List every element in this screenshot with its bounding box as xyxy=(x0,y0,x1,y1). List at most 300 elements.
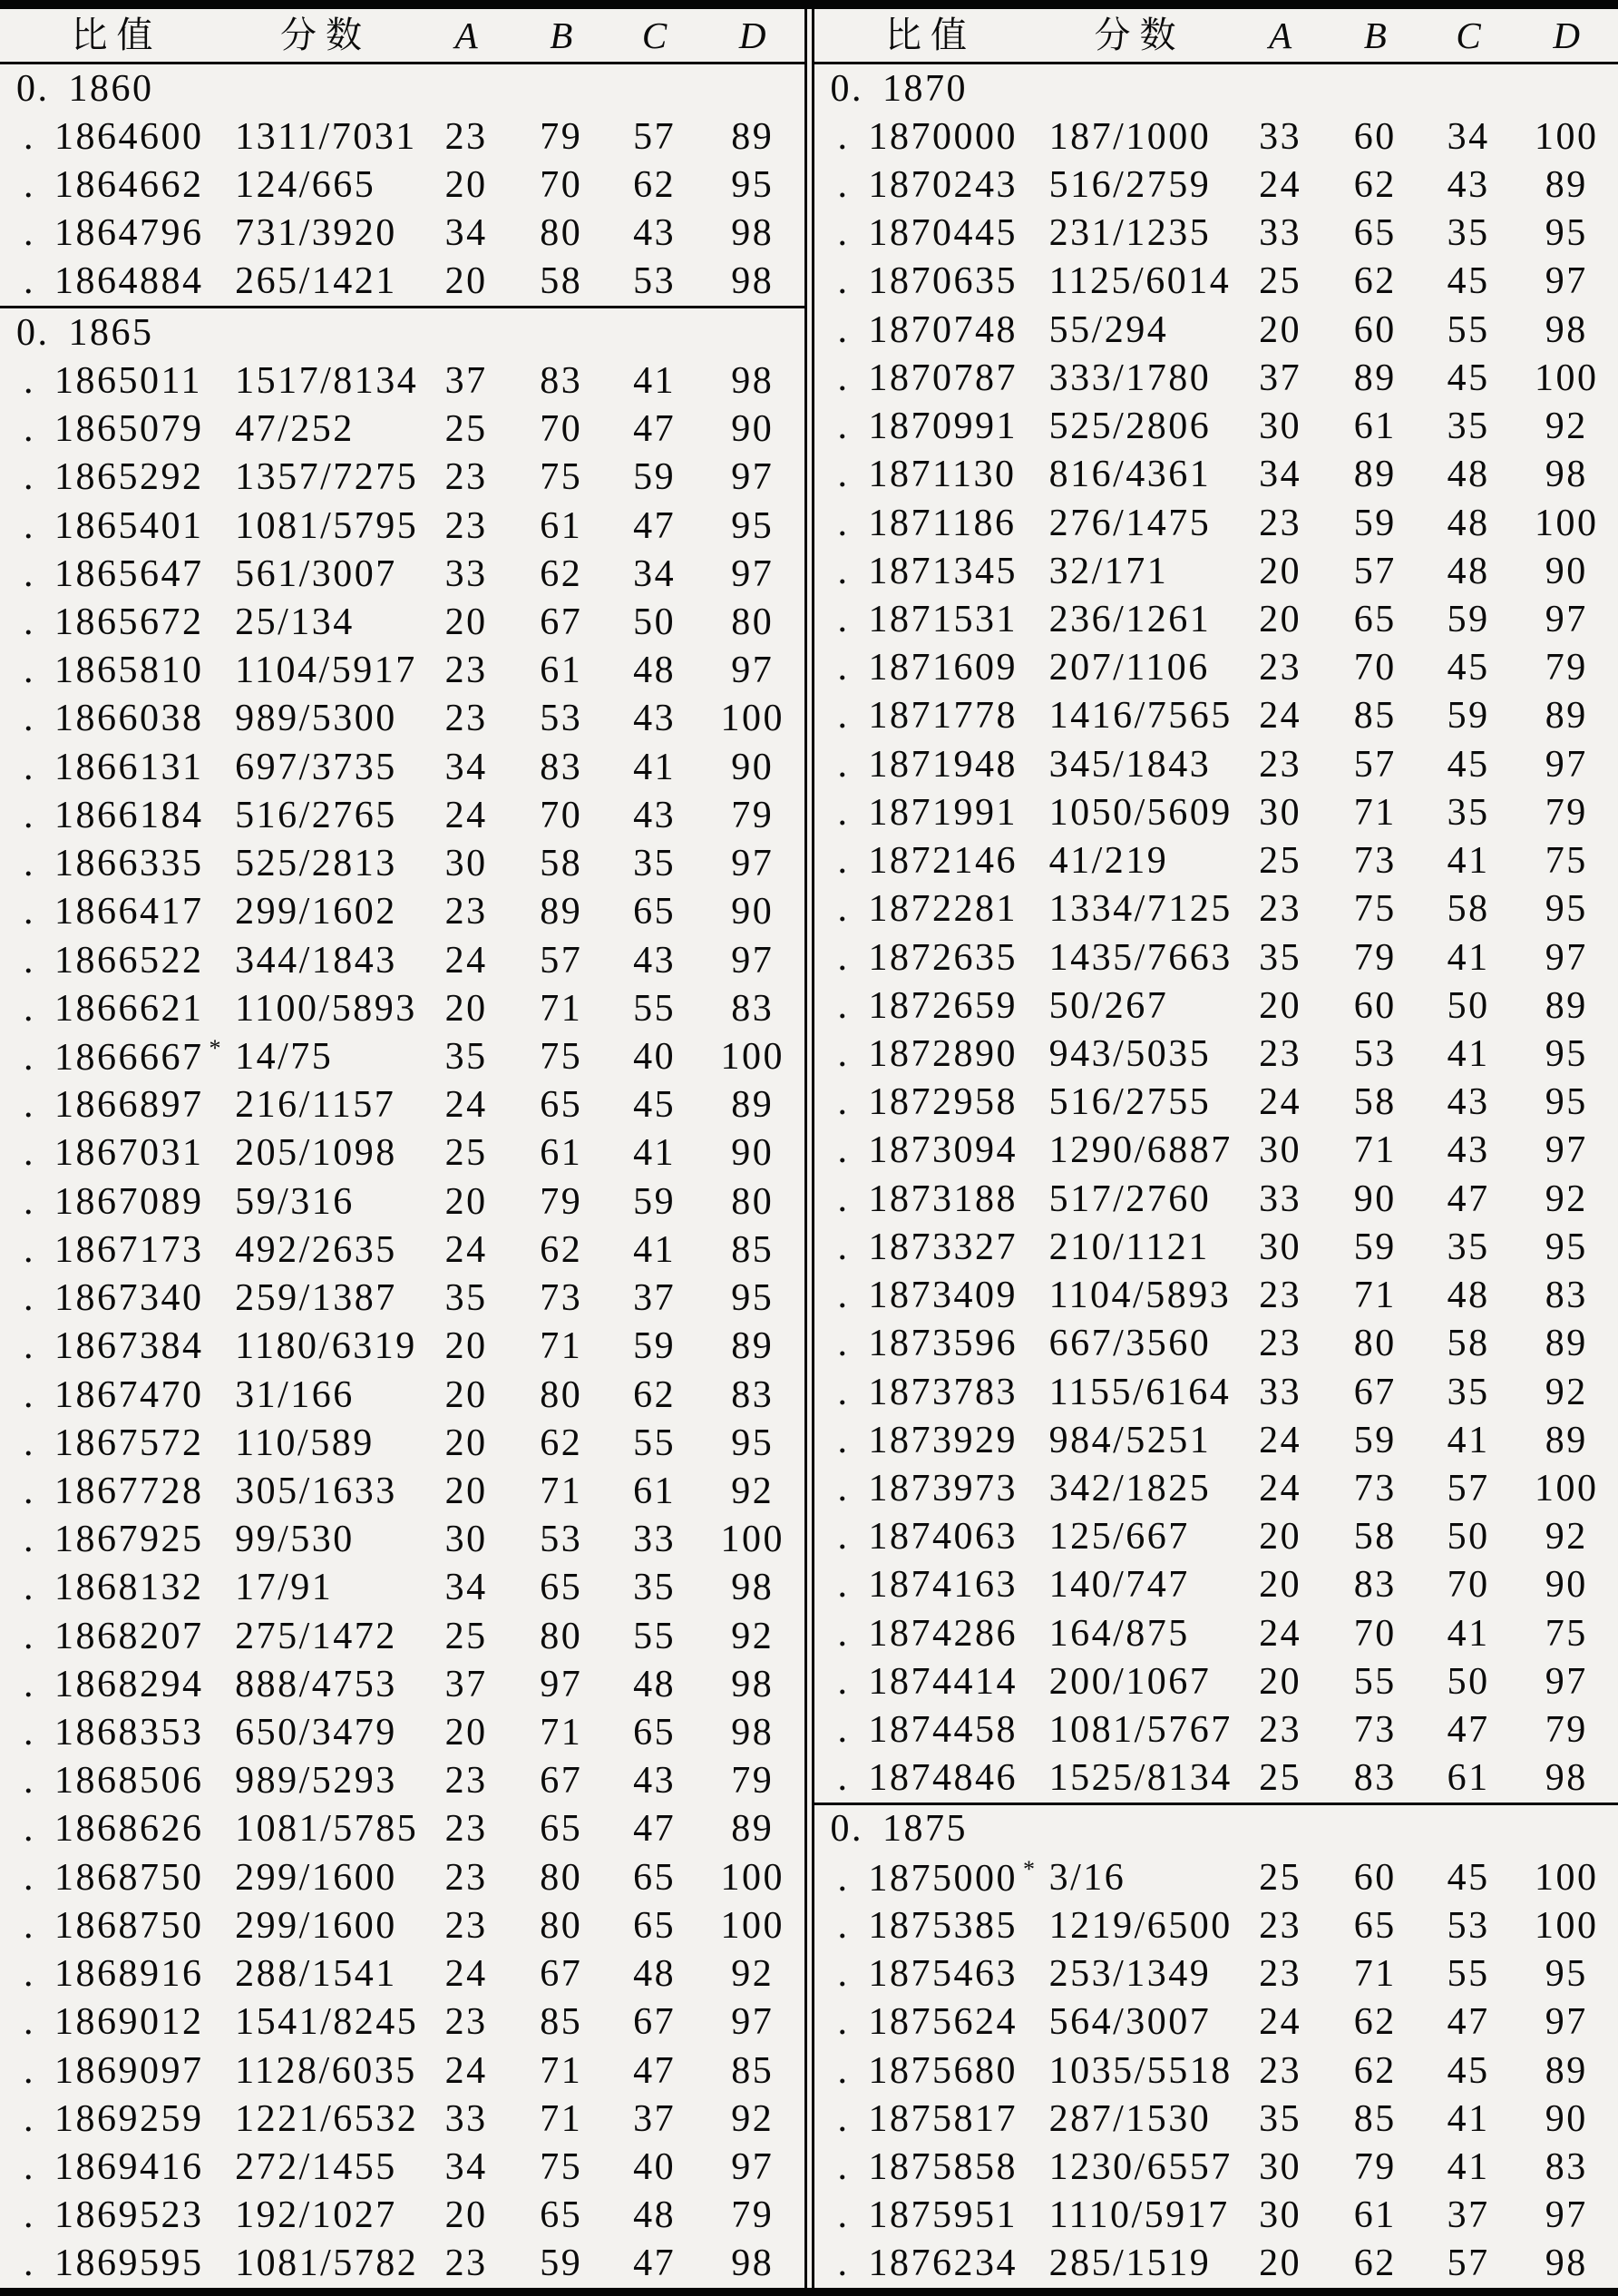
col-a-cell: 37 xyxy=(444,359,488,402)
col-b-cell: 83 xyxy=(540,359,583,402)
fraction-cell: 1035/5518 xyxy=(1048,2049,1233,2092)
col-c-cell: 45 xyxy=(1447,2049,1490,2092)
fraction-cell: 1081/5795 xyxy=(235,504,419,547)
col-a-cell: 30 xyxy=(1259,2146,1302,2189)
col-b-cell: 59 xyxy=(1353,502,1397,544)
ratio-cell: . 1865292 xyxy=(24,456,204,499)
col-a-cell: 24 xyxy=(444,794,488,836)
col-d-cell: 79 xyxy=(1545,1709,1588,1752)
fraction-cell: 25/134 xyxy=(235,601,355,644)
table-row xyxy=(814,1079,1618,1127)
fraction-cell: 731/3920 xyxy=(235,212,397,255)
col-c-cell: 43 xyxy=(1447,1081,1490,1124)
table-row xyxy=(0,647,804,695)
ratio-cell: . 1874846 xyxy=(837,1757,1018,1800)
col-b-header: B xyxy=(1363,14,1387,56)
col-d-cell: 97 xyxy=(731,456,775,499)
table-row xyxy=(814,1223,1618,1271)
col-c-cell: 41 xyxy=(633,1228,677,1271)
col-d-cell: 97 xyxy=(731,843,775,885)
col-d-cell: 79 xyxy=(1545,791,1588,834)
col-c-cell: 53 xyxy=(1447,1904,1490,1947)
ratio-cell: . 1867173 xyxy=(24,1228,204,1271)
table-row xyxy=(0,695,804,743)
top-rule xyxy=(0,0,1618,9)
table-row xyxy=(0,598,804,646)
col-c-cell: 43 xyxy=(633,1760,677,1803)
bottom-rule xyxy=(0,2288,1618,2296)
fraction-cell: 14/75 xyxy=(235,1035,334,1078)
table-row xyxy=(814,258,1618,306)
col-b-cell: 70 xyxy=(540,164,583,207)
col-b-cell: 80 xyxy=(540,1904,583,1947)
col-c-cell: 35 xyxy=(633,1567,677,1609)
col-b-cell: 67 xyxy=(540,1953,583,1996)
col-d-cell: 100 xyxy=(1534,1856,1599,1899)
col-a-cell: 34 xyxy=(444,2146,488,2189)
col-d-cell: 79 xyxy=(731,2194,775,2237)
ratio-cell: . 1866335 xyxy=(24,843,204,885)
fraction-cell: 650/3479 xyxy=(235,1712,397,1754)
fraction-cell: 344/1843 xyxy=(235,939,397,982)
col-a-cell: 20 xyxy=(444,1373,488,1416)
table-row xyxy=(0,112,804,161)
col-c-cell: 35 xyxy=(1447,405,1490,448)
col-c-cell: 41 xyxy=(1447,1032,1490,1075)
ratio-cell: . 1869097 xyxy=(24,2049,204,2092)
fraction-cell: 124/665 xyxy=(235,164,376,207)
col-d-cell: 89 xyxy=(731,1325,775,1368)
ratio-cell: . 1868750 xyxy=(24,1856,204,1899)
col-a-cell: 24 xyxy=(1259,2001,1302,2044)
ratio-cell: . 1865401 xyxy=(24,504,204,547)
col-d-cell: 98 xyxy=(1545,308,1588,351)
col-a-cell: 25 xyxy=(1259,840,1302,883)
fraction-cell: 1180/6319 xyxy=(235,1325,417,1368)
col-a-cell: 23 xyxy=(444,504,488,547)
ratio-cell: . 1865011 xyxy=(24,359,202,402)
ratio-cell: . 1866417 xyxy=(24,891,204,933)
ratio-cell: . 1864796 xyxy=(24,212,204,255)
col-b-cell: 62 xyxy=(1353,164,1397,207)
col-d-cell: 97 xyxy=(731,2146,775,2189)
col-b-cell: 59 xyxy=(1353,1419,1397,1461)
col-b-cell: 61 xyxy=(540,504,583,547)
ratio-cell: . 1864884 xyxy=(24,260,204,303)
fraction-cell: 125/667 xyxy=(1048,1516,1190,1558)
fraction-cell: 1517/8134 xyxy=(235,359,419,402)
ratio-cell: . 1869523 xyxy=(24,2194,204,2237)
col-d-cell: 80 xyxy=(731,601,775,644)
col-a-cell: 23 xyxy=(444,115,488,158)
ratio-cell: . 1868132 xyxy=(24,1567,204,1609)
fraction-cell: 207/1106 xyxy=(1048,647,1210,689)
col-c-cell: 45 xyxy=(1447,743,1490,786)
col-d-cell: 98 xyxy=(731,359,775,402)
col-c-cell: 45 xyxy=(1447,260,1490,303)
col-c-cell: 43 xyxy=(633,698,677,740)
fraction-cell: 345/1843 xyxy=(1048,743,1212,786)
col-d-cell: 92 xyxy=(731,1615,775,1657)
table-row xyxy=(814,547,1618,595)
col-a-cell: 24 xyxy=(444,2049,488,2092)
table-row xyxy=(0,161,804,209)
col-b-cell: 62 xyxy=(1353,2242,1397,2285)
col-d-cell: 97 xyxy=(731,650,775,692)
table-row xyxy=(0,1226,804,1274)
ratio-cell: . 1866667 * xyxy=(24,1034,221,1079)
ratio-cell: . 1873327 xyxy=(837,1226,1018,1268)
col-b-cell: 55 xyxy=(1353,1660,1397,1703)
col-b-cell: 90 xyxy=(1353,1177,1397,1220)
ratio-cell: . 1873929 xyxy=(837,1419,1018,1461)
table-row xyxy=(0,1371,804,1419)
col-a-cell: 23 xyxy=(1259,1709,1302,1752)
ratio-cell: . 1873409 xyxy=(837,1275,1018,1317)
col-b-cell: 65 xyxy=(540,1567,583,1609)
col-a-cell: 20 xyxy=(1259,984,1302,1027)
ratio-cell: . 1869259 xyxy=(24,2097,204,2140)
col-d-cell: 95 xyxy=(731,164,775,207)
col-c-cell: 45 xyxy=(1447,647,1490,689)
col-a-cell: 20 xyxy=(1259,2242,1302,2285)
fraction-cell: 3/16 xyxy=(1048,1856,1126,1899)
ratio-cell: . 1868353 xyxy=(24,1712,204,1754)
table-panel-right xyxy=(814,9,1618,2288)
fraction-cell: 299/1602 xyxy=(235,891,397,933)
table-row xyxy=(0,1853,804,1901)
col-b-cell: 53 xyxy=(540,1519,583,1561)
col-d-cell: 98 xyxy=(731,1663,775,1705)
fraction-column-header: 分数 xyxy=(280,15,372,55)
col-a-cell: 20 xyxy=(444,164,488,207)
fraction-cell: 1104/5917 xyxy=(235,650,417,692)
fraction-cell: 253/1349 xyxy=(1048,1953,1212,1996)
col-c-cell: 59 xyxy=(1447,695,1490,738)
col-b-cell: 80 xyxy=(540,1615,583,1657)
fraction-cell: 287/1530 xyxy=(1048,2097,1212,2140)
table-row xyxy=(0,888,804,936)
col-a-cell: 23 xyxy=(1259,647,1302,689)
col-b-cell: 85 xyxy=(540,2001,583,2044)
ratio-cell: . 1868506 xyxy=(24,1760,204,1803)
ratio-cell: . 1867089 xyxy=(24,1180,204,1223)
col-a-cell: 20 xyxy=(444,601,488,644)
fraction-cell: 1290/6887 xyxy=(1048,1129,1233,1172)
fraction-cell: 272/1455 xyxy=(235,2146,397,2189)
col-a-cell: 35 xyxy=(444,1035,488,1078)
fraction-cell: 140/747 xyxy=(1048,1564,1190,1607)
col-b-cell: 89 xyxy=(1353,357,1397,399)
table-row xyxy=(0,1998,804,2047)
ratio-cell: . 1870991 xyxy=(837,405,1018,448)
table-row xyxy=(814,595,1618,643)
col-c-cell: 55 xyxy=(1447,308,1490,351)
table-row xyxy=(0,1901,804,1949)
col-a-cell: 23 xyxy=(444,1856,488,1899)
fraction-cell: 1081/5782 xyxy=(235,2242,419,2285)
col-d-cell: 95 xyxy=(731,1277,775,1320)
col-c-cell: 47 xyxy=(633,2242,677,2285)
col-c-cell: 45 xyxy=(1447,357,1490,399)
ratio-cell: . 1868750 xyxy=(24,1904,204,1947)
table-row xyxy=(0,1564,804,1612)
col-d-cell: 83 xyxy=(1545,2146,1588,2189)
table-row xyxy=(0,1805,804,1853)
col-d-cell: 85 xyxy=(731,2049,775,2092)
col-d-cell: 100 xyxy=(720,698,785,740)
col-d-cell: 98 xyxy=(731,1712,775,1754)
col-d-cell: 95 xyxy=(1545,212,1588,255)
col-d-cell: 90 xyxy=(1545,2097,1588,2140)
col-c-cell: 41 xyxy=(1447,840,1490,883)
table-row xyxy=(0,1660,804,1708)
col-d-cell: 100 xyxy=(1534,502,1599,544)
col-a-cell: 23 xyxy=(444,1904,488,1947)
fraction-cell: 259/1387 xyxy=(235,1277,397,1320)
fraction-cell: 1541/8245 xyxy=(235,2001,419,2044)
col-c-cell: 43 xyxy=(1447,1129,1490,1172)
col-d-cell: 97 xyxy=(1545,2194,1588,2237)
col-d-cell: 100 xyxy=(720,1856,785,1899)
col-b-cell: 67 xyxy=(540,1760,583,1803)
section-header-row xyxy=(0,64,804,112)
ratio-cell: . 1875385 xyxy=(837,1904,1018,1947)
fraction-cell: 32/171 xyxy=(1048,550,1169,592)
fraction-cell: 210/1121 xyxy=(1048,1226,1210,1268)
col-b-cell: 60 xyxy=(1353,115,1397,158)
col-b-cell: 65 xyxy=(540,1084,583,1127)
col-c-cell: 57 xyxy=(1447,2242,1490,2285)
col-d-cell: 97 xyxy=(1545,936,1588,979)
col-b-cell: 71 xyxy=(540,1470,583,1512)
col-c-cell: 43 xyxy=(633,939,677,982)
col-d-cell: 98 xyxy=(731,212,775,255)
col-a-cell: 23 xyxy=(444,456,488,499)
col-c-cell: 50 xyxy=(1447,984,1490,1027)
ratio-cell: . 1869595 xyxy=(24,2242,204,2285)
col-a-cell: 24 xyxy=(1259,1612,1302,1655)
col-d-cell: 100 xyxy=(720,1904,785,1947)
table-row xyxy=(0,1757,804,1805)
col-d-cell: 79 xyxy=(1545,647,1588,689)
col-d-cell: 97 xyxy=(1545,260,1588,303)
col-c-cell: 48 xyxy=(633,1953,677,1996)
col-d-cell: 97 xyxy=(731,939,775,982)
table-row xyxy=(814,2095,1618,2143)
col-d-cell: 95 xyxy=(1545,1226,1588,1268)
table-row xyxy=(0,1516,804,1564)
fraction-cell: 47/252 xyxy=(235,408,355,451)
fraction-cell: 516/2765 xyxy=(235,794,397,836)
ratio-cell: . 1870243 xyxy=(837,164,1018,207)
col-c-cell: 43 xyxy=(633,212,677,255)
col-c-cell: 55 xyxy=(633,987,677,1030)
col-b-cell: 79 xyxy=(540,1180,583,1223)
fraction-cell: 110/589 xyxy=(235,1422,375,1464)
table-row xyxy=(0,1612,804,1660)
col-a-cell: 23 xyxy=(444,698,488,740)
ratio-cell: . 1872958 xyxy=(837,1081,1018,1124)
table-row xyxy=(0,210,804,258)
col-d-cell: 100 xyxy=(1534,1467,1599,1509)
ratio-cell: . 1866522 xyxy=(24,939,204,982)
table-row xyxy=(814,1853,1618,1901)
fraction-cell: 1081/5785 xyxy=(235,1808,419,1851)
fraction-cell: 989/5293 xyxy=(235,1760,397,1803)
ratio-cell: . 1864662 xyxy=(24,164,204,207)
fraction-cell: 285/1519 xyxy=(1048,2242,1212,2285)
table-row xyxy=(0,502,804,550)
table-row xyxy=(0,357,804,405)
col-c-cell: 41 xyxy=(1447,1612,1490,1655)
table-row xyxy=(814,740,1618,788)
col-b-cell: 62 xyxy=(540,1422,583,1464)
col-c-cell: 65 xyxy=(633,1712,677,1754)
fraction-cell: 1230/6557 xyxy=(1048,2146,1233,2189)
table-row xyxy=(814,1998,1618,2047)
table-row xyxy=(814,1561,1618,1609)
col-d-header: D xyxy=(1553,14,1581,56)
center-double-rule xyxy=(804,9,814,2288)
col-b-cell: 67 xyxy=(540,601,583,644)
ratio-cell: . 1866131 xyxy=(24,746,204,788)
col-d-cell: 100 xyxy=(1534,1904,1599,1947)
col-c-cell: 65 xyxy=(633,891,677,933)
col-c-cell: 59 xyxy=(1447,599,1490,641)
table-row xyxy=(0,1081,804,1129)
col-c-cell: 35 xyxy=(1447,212,1490,255)
col-d-cell: 92 xyxy=(1545,1371,1588,1413)
table-row xyxy=(814,451,1618,499)
col-a-cell: 30 xyxy=(1259,405,1302,448)
col-c-cell: 55 xyxy=(1447,1953,1490,1996)
col-a-cell: 23 xyxy=(1259,2049,1302,2092)
table-row xyxy=(814,210,1618,258)
table-row xyxy=(0,405,804,454)
col-c-cell: 62 xyxy=(633,164,677,207)
col-b-cell: 70 xyxy=(540,408,583,451)
fraction-cell: 265/1421 xyxy=(235,260,397,303)
col-b-cell: 70 xyxy=(1353,1612,1397,1655)
col-c-cell: 40 xyxy=(633,2146,677,2189)
ratio-cell: . 1871778 xyxy=(837,695,1018,738)
col-c-cell: 48 xyxy=(633,650,677,692)
ratio-cell: . 1865810 xyxy=(24,650,204,692)
fraction-cell: 342/1825 xyxy=(1048,1467,1212,1509)
col-a-cell: 33 xyxy=(1259,115,1302,158)
table-row xyxy=(0,258,804,306)
ratio-cell: . 1865672 xyxy=(24,601,204,644)
col-c-cell: 35 xyxy=(633,843,677,885)
col-a-cell: 25 xyxy=(444,1615,488,1657)
ratio-cell: . 1871531 xyxy=(837,599,1018,641)
col-d-cell: 92 xyxy=(731,1953,775,1996)
ratio-cell: . 1872281 xyxy=(837,888,1018,931)
ratio-cell: . 1875624 xyxy=(837,2001,1018,2044)
table-row xyxy=(0,936,804,984)
col-d-cell: 97 xyxy=(1545,1129,1588,1172)
table-rows-left xyxy=(0,64,804,2288)
table-row xyxy=(814,1754,1618,1803)
col-d-cell: 92 xyxy=(731,2097,775,2140)
ratio-cell: . 1874163 xyxy=(837,1564,1018,1607)
col-d-cell: 89 xyxy=(1545,2049,1588,2092)
col-c-cell: 41 xyxy=(1447,2146,1490,2189)
ratio-cell: . 1873188 xyxy=(837,1177,1018,1220)
col-c-cell: 55 xyxy=(633,1422,677,1464)
fraction-cell: 1221/6532 xyxy=(235,2097,419,2140)
col-a-cell: 24 xyxy=(444,1084,488,1127)
ratio-cell: . 1871991 xyxy=(837,791,1018,834)
table-row xyxy=(814,1657,1618,1705)
fraction-cell: 816/4361 xyxy=(1048,454,1212,496)
col-c-cell: 48 xyxy=(1447,454,1490,496)
col-c-cell: 47 xyxy=(633,408,677,451)
col-b-cell: 62 xyxy=(1353,2049,1397,2092)
table-row xyxy=(814,354,1618,402)
table-rows-right xyxy=(814,64,1618,2288)
col-c-cell: 35 xyxy=(1447,1371,1490,1413)
table-row xyxy=(0,2095,804,2143)
col-b-cell: 60 xyxy=(1353,1856,1397,1899)
ratio-cell: . 1875000 * xyxy=(837,1855,1035,1900)
col-a-cell: 35 xyxy=(1259,936,1302,979)
col-b-cell: 71 xyxy=(540,2097,583,2140)
ratio-cell: . 1874286 xyxy=(837,1612,1018,1655)
col-b-cell: 71 xyxy=(540,987,583,1030)
col-a-cell: 35 xyxy=(1259,2097,1302,2140)
col-b-cell: 67 xyxy=(1353,1371,1397,1413)
ratio-column-header: 比值 xyxy=(885,15,977,55)
table-row xyxy=(814,499,1618,547)
fraction-cell: 200/1067 xyxy=(1048,1660,1212,1703)
col-b-cell: 73 xyxy=(540,1277,583,1320)
col-a-cell: 24 xyxy=(444,1228,488,1271)
col-a-cell: 24 xyxy=(1259,1081,1302,1124)
col-d-cell: 97 xyxy=(1545,599,1588,641)
column-header-row xyxy=(814,9,1618,64)
col-a-cell: 30 xyxy=(1259,1226,1302,1268)
table-row xyxy=(0,1177,804,1226)
col-d-cell: 79 xyxy=(731,794,775,836)
col-d-cell: 89 xyxy=(1545,1323,1588,1365)
table-row xyxy=(0,1467,804,1515)
col-b-cell: 61 xyxy=(1353,405,1397,448)
col-c-cell: 37 xyxy=(633,1277,677,1320)
table-row xyxy=(0,1419,804,1467)
col-b-cell: 58 xyxy=(540,260,583,303)
ratio-cell: . 1867384 xyxy=(24,1325,204,1368)
ratio-cell: . 1872635 xyxy=(837,936,1018,979)
table-row xyxy=(814,1513,1618,1561)
section-header-row xyxy=(814,64,1618,112)
fraction-cell: 1128/6035 xyxy=(235,2049,417,2092)
col-c-cell: 43 xyxy=(1447,164,1490,207)
col-a-cell: 30 xyxy=(444,1519,488,1561)
col-d-cell: 98 xyxy=(1545,2242,1588,2285)
col-c-cell: 50 xyxy=(1447,1660,1490,1703)
col-d-cell: 79 xyxy=(731,1760,775,1803)
ratio-cell: . 1867728 xyxy=(24,1470,204,1512)
col-c-cell: 35 xyxy=(1447,791,1490,834)
col-d-cell: 90 xyxy=(731,891,775,933)
ratio-cell: . 1866038 xyxy=(24,698,204,740)
table-row xyxy=(814,1705,1618,1754)
col-a-cell: 23 xyxy=(1259,1904,1302,1947)
col-d-cell: 100 xyxy=(1534,357,1599,399)
col-d-cell: 89 xyxy=(1545,695,1588,738)
